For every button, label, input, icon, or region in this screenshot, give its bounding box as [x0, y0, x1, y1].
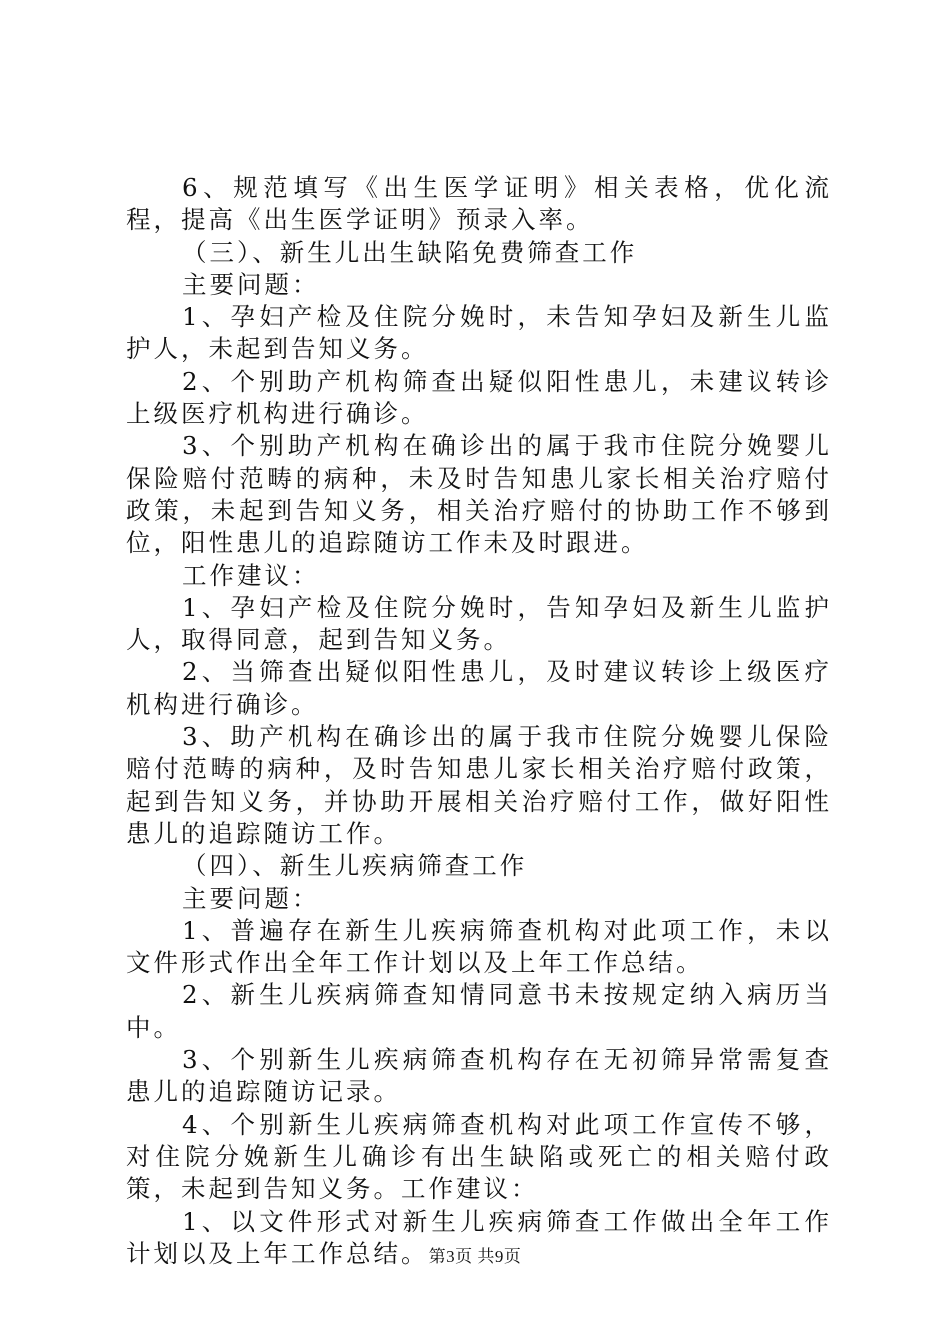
problem-item-2b: 2、新生儿疾病筛查知情同意书未按规定纳入病历当中。: [126, 980, 832, 1042]
suggestion-item-3: 3、助产机构在确诊出的属于我市住院分娩婴儿保险赔付范畴的病种，及时告知患儿家长相关治疗赔付政策，起到告知义务，并协助开展相关治疗赔付工作，做好阳性患儿的追踪随访工作。: [126, 722, 832, 848]
subheading-suggestions: 工作建议：: [182, 560, 320, 590]
subheading-main-problems: 主要问题：: [182, 269, 320, 299]
problem-item-1: 1、孕妇产检及住院分娩时，未告知孕妇及新生儿监护人，未起到告知义务。: [126, 302, 832, 364]
paragraph-item-6: 6、规范填写《出生医学证明》相关表格，优化流程，提高《出生医学证明》预录入率。: [126, 173, 832, 235]
problem-item-3b: 3、个别新生儿疾病筛查机构存在无初筛异常需复查患儿的追踪随访记录。: [126, 1045, 832, 1107]
problem-item-2: 2、个别助产机构筛查出疑似阳性患儿，未建议转诊上级医疗机构进行确诊。: [126, 366, 832, 429]
section-heading-3: （三）、新生儿出生缺陷免费筛查工作: [182, 237, 638, 267]
suggestion-item-1: 1、孕妇产检及住院分娩时，告知孕妇及新生儿监护人，取得同意，起到告知义务。: [126, 592, 832, 655]
problem-item-3: 3、个别助产机构在确诊出的属于我市住院分娩婴儿保险赔付范畴的病种，未及时告知患儿家长相关治疗赔付政策，未起到告知义务，相关治疗赔付的协助工作不够到位，阳性患儿的追踪随访工作未及时跟进。: [126, 431, 832, 558]
suggestion-item-1b: 1、以文件形式对新生儿疾病筛查工作做出全年工作计划以及上年工作总结。: [126, 1206, 832, 1268]
problem-item-4b: 4、个别新生儿疾病筛查机构对此项工作宣传不够，对住院分娩新生儿确诊有出生缺陷或死亡的相关赔付政策，未起到告知义务。工作建议：: [126, 1109, 832, 1204]
page-number-footer: 第3页 共9页: [428, 1247, 522, 1266]
suggestion-item-2: 2、当筛查出疑似阳性患儿，及时建议转诊上级医疗机构进行确诊。: [126, 657, 832, 719]
document-body: [126, 172, 832, 1270]
problem-item-1b: 1、普遍存在新生儿疾病筛查机构对此项工作，未以文件形式作出全年工作计划以及上年工作总结。: [126, 915, 832, 978]
subheading-main-problems-2: 主要问题：: [182, 883, 320, 913]
section-heading-4: （四）、新生儿疾病筛查工作: [182, 851, 528, 881]
